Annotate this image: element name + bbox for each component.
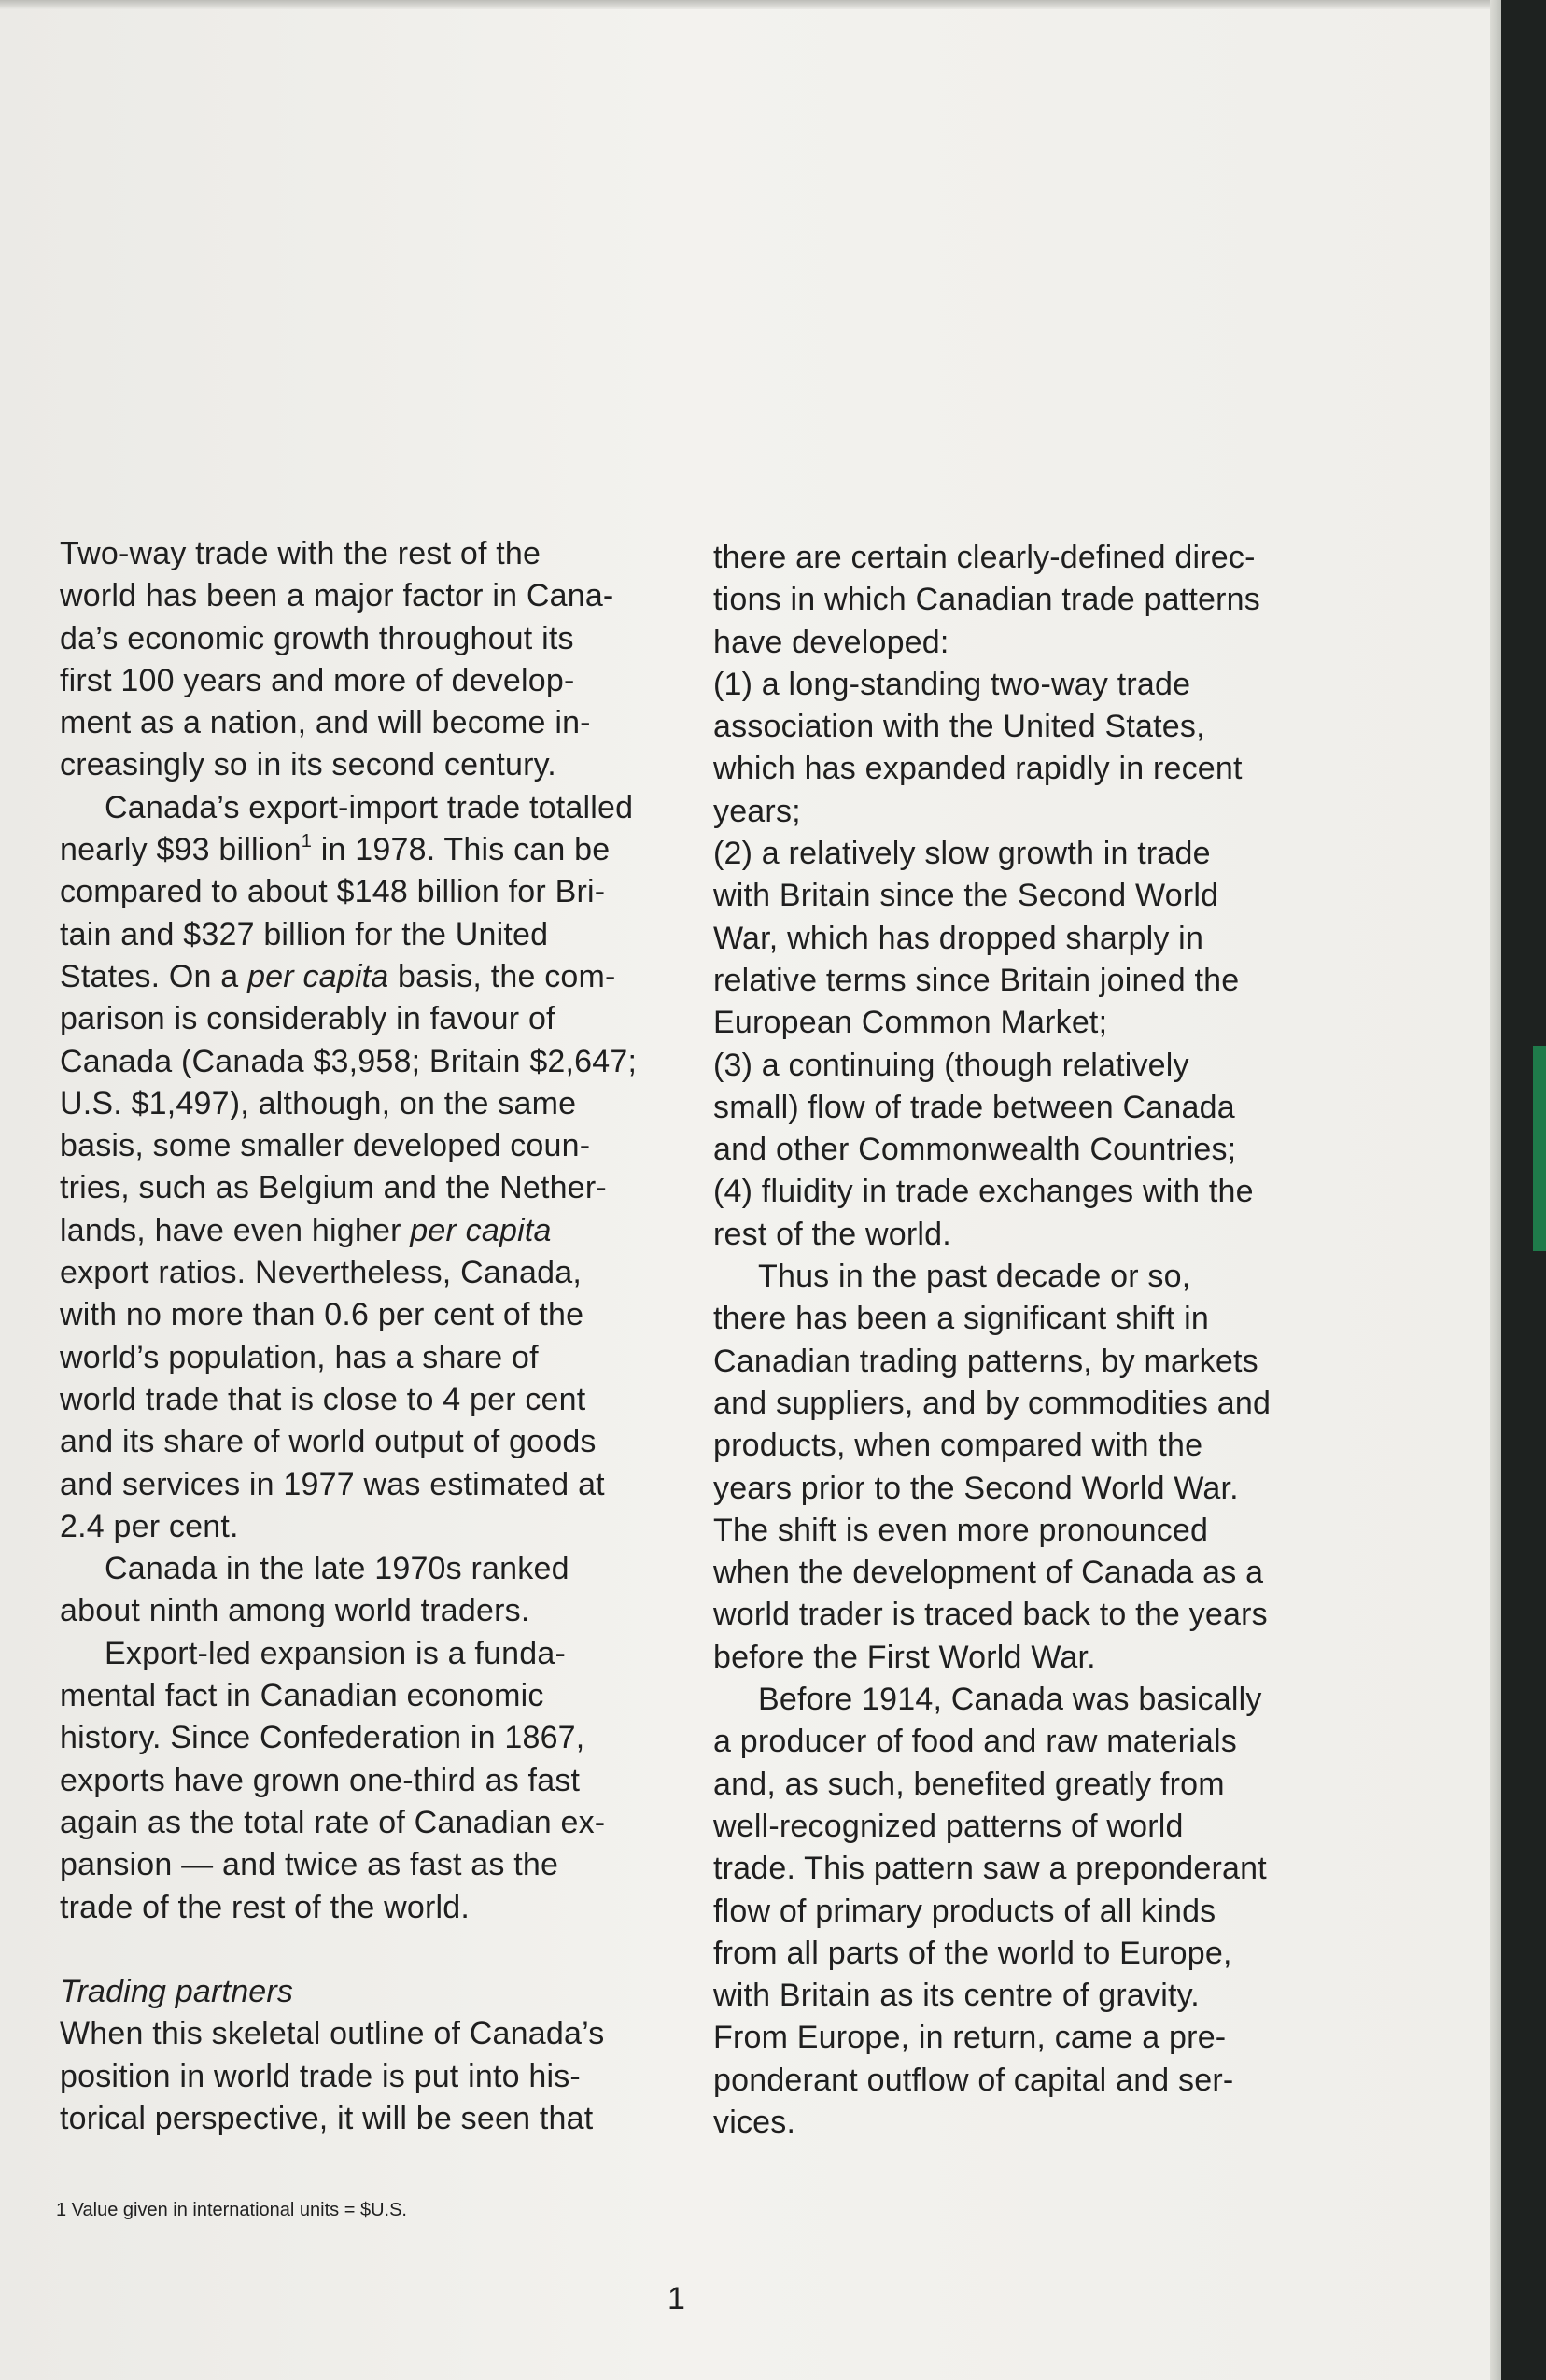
text-line: world trader is traced back to the years	[713, 1597, 1268, 1633]
text-line: with no more than 0.6 per cent of the	[60, 1297, 584, 1333]
text-line: European Common Market;	[713, 1005, 1108, 1041]
text-line: products, when compared with the	[713, 1428, 1203, 1464]
text-line: with Britain since the Second World	[713, 878, 1219, 914]
text-line: trade of the rest of the world.	[60, 1889, 470, 1925]
text-line: position in world trade is put into his-	[60, 2058, 581, 2094]
text-line: Canada’s export-import trade totalled	[105, 789, 634, 825]
footnote: 1 Value given in international units = $U.S.	[56, 2200, 407, 2220]
text-line: world trade that is close to 4 per cent	[60, 1381, 586, 1417]
text-line-with-emphasis	[60, 1210, 713, 1252]
text-line: world has been a major factor in Cana-	[60, 578, 614, 614]
text-line: and, as such, benefited greatly from	[713, 1766, 1225, 1802]
text-line: Export-led expansion is a funda-	[105, 1635, 567, 1671]
text-line: world’s population, has a share of	[60, 1339, 539, 1375]
emphasis-per-capita: per capita	[410, 1212, 552, 1248]
list-item-3: (3) a continuing (though relatively	[713, 1047, 1189, 1083]
text-line: tions in which Canadian trade patterns	[713, 582, 1260, 618]
text-line: tries, such as Belgium and the Nether-	[60, 1170, 607, 1206]
text-line-with-emphasis	[60, 956, 713, 998]
text-line: first 100 years and more of develop-	[60, 662, 575, 698]
text-line: trade. This pattern saw a preponderant	[713, 1851, 1267, 1887]
inline-text: in 1978. This can be	[320, 832, 611, 868]
text-line: pansion — and twice as fast as the	[60, 1847, 559, 1883]
text-line: From Europe, in return, came a pre-	[713, 2020, 1227, 2056]
text-line: which has expanded rapidly in recent	[713, 751, 1243, 787]
left-column	[60, 533, 713, 2140]
page-number: 1	[668, 2281, 685, 2317]
text-line: 2.4 per cent.	[60, 1508, 239, 1544]
text-line: mental fact in Canadian economic	[60, 1678, 544, 1714]
text-line: creasingly so in its second century.	[60, 747, 556, 783]
text-line: small) flow of trade between Canada	[713, 1089, 1235, 1125]
text-line: from all parts of the world to Europe,	[713, 1935, 1232, 1971]
green-tab-marker	[1533, 1046, 1546, 1251]
text-line: Canadian trading patterns, by markets	[713, 1343, 1258, 1379]
text-line: The shift is even more pronounced	[713, 1512, 1209, 1548]
text-line: Before 1914, Canada was basically	[758, 1682, 1262, 1718]
text-line: export ratios. Nevertheless, Canada,	[60, 1255, 583, 1291]
text-line: and suppliers, and by commodities and	[713, 1385, 1272, 1421]
text-line: when the development of Canada as a	[713, 1555, 1264, 1591]
text-line: parison is considerably in favour of	[60, 1001, 555, 1037]
right-column	[713, 537, 1367, 2144]
section-heading: Trading partners	[60, 1974, 294, 2010]
page-top-edge	[0, 0, 1501, 9]
text-line: flow of primary products of all kinds	[713, 1893, 1216, 1929]
page-edge-shadow	[1490, 0, 1501, 2380]
text-line: have developed:	[713, 624, 949, 660]
text-line: before the First World War.	[713, 1639, 1096, 1675]
footnote-reference: 1	[301, 831, 313, 852]
list-item-2: (2) a relatively slow growth in trade	[713, 836, 1211, 872]
text-line: da’s economic growth throughout its	[60, 620, 574, 656]
list-item-4: (4) fluidity in trade exchanges with the	[713, 1174, 1254, 1210]
text-line: Thus in the past decade or so,	[758, 1259, 1191, 1295]
text-line: with Britain as its centre of gravity.	[713, 1978, 1200, 2014]
text-line: vices.	[713, 2104, 796, 2140]
inline-text: States. On a	[60, 958, 239, 994]
text-line: and other Commonwealth Countries;	[713, 1132, 1237, 1168]
text-line: U.S. $1,497), although, on the same	[60, 1085, 577, 1121]
text-line: rest of the world.	[713, 1216, 951, 1252]
text-line: again as the total rate of Canadian ex-	[60, 1804, 606, 1840]
text-line: there are certain clearly-defined direc-	[713, 540, 1256, 575]
text-line: Two-way trade with the rest of the	[60, 536, 541, 571]
blank-line	[60, 1929, 713, 1971]
text-line: basis, some smaller developed coun-	[60, 1128, 591, 1164]
text-line: well-recognized patterns of world	[713, 1808, 1184, 1844]
text-line: and its share of world output of goods	[60, 1424, 597, 1460]
text-line: Canada in the late 1970s ranked	[105, 1551, 569, 1587]
text-line: about ninth among world traders.	[60, 1593, 530, 1629]
text-line: tain and $327 billion for the United	[60, 916, 549, 952]
text-line: and services in 1977 was estimated at	[60, 1466, 605, 1502]
text-line: torical perspective, it will be seen that	[60, 2100, 594, 2136]
text-line-with-footnote	[60, 829, 713, 871]
emphasis-per-capita: per capita	[247, 958, 389, 994]
text-line: association with the United States,	[713, 709, 1205, 745]
text-line: compared to about $148 billion for Bri-	[60, 874, 606, 910]
text-line: years prior to the Second World War.	[713, 1470, 1239, 1506]
text-line: When this skeletal outline of Canada’s	[60, 2016, 605, 2052]
list-item-1: (1) a long-standing two-way trade	[713, 666, 1191, 702]
inline-text: nearly $93 billion	[60, 832, 302, 868]
text-line: ponderant outflow of capital and ser-	[713, 2062, 1234, 2098]
text-line: history. Since Confederation in 1867,	[60, 1720, 585, 1756]
text-line: Canada (Canada $3,958; Britain $2,647;	[60, 1043, 638, 1079]
text-line: a producer of food and raw materials	[713, 1724, 1237, 1760]
text-line: years;	[713, 793, 801, 829]
inline-text: basis, the com-	[398, 958, 616, 994]
text-line: relative terms since Britain joined the	[713, 962, 1240, 998]
text-line: ment as a nation, and will become in-	[60, 705, 591, 741]
inline-text: lands, have even higher	[60, 1212, 401, 1248]
text-line: exports have grown one-third as fast	[60, 1762, 581, 1798]
text-line: there has been a significant shift in	[713, 1301, 1209, 1337]
text-line: War, which has dropped sharply in	[713, 920, 1204, 956]
